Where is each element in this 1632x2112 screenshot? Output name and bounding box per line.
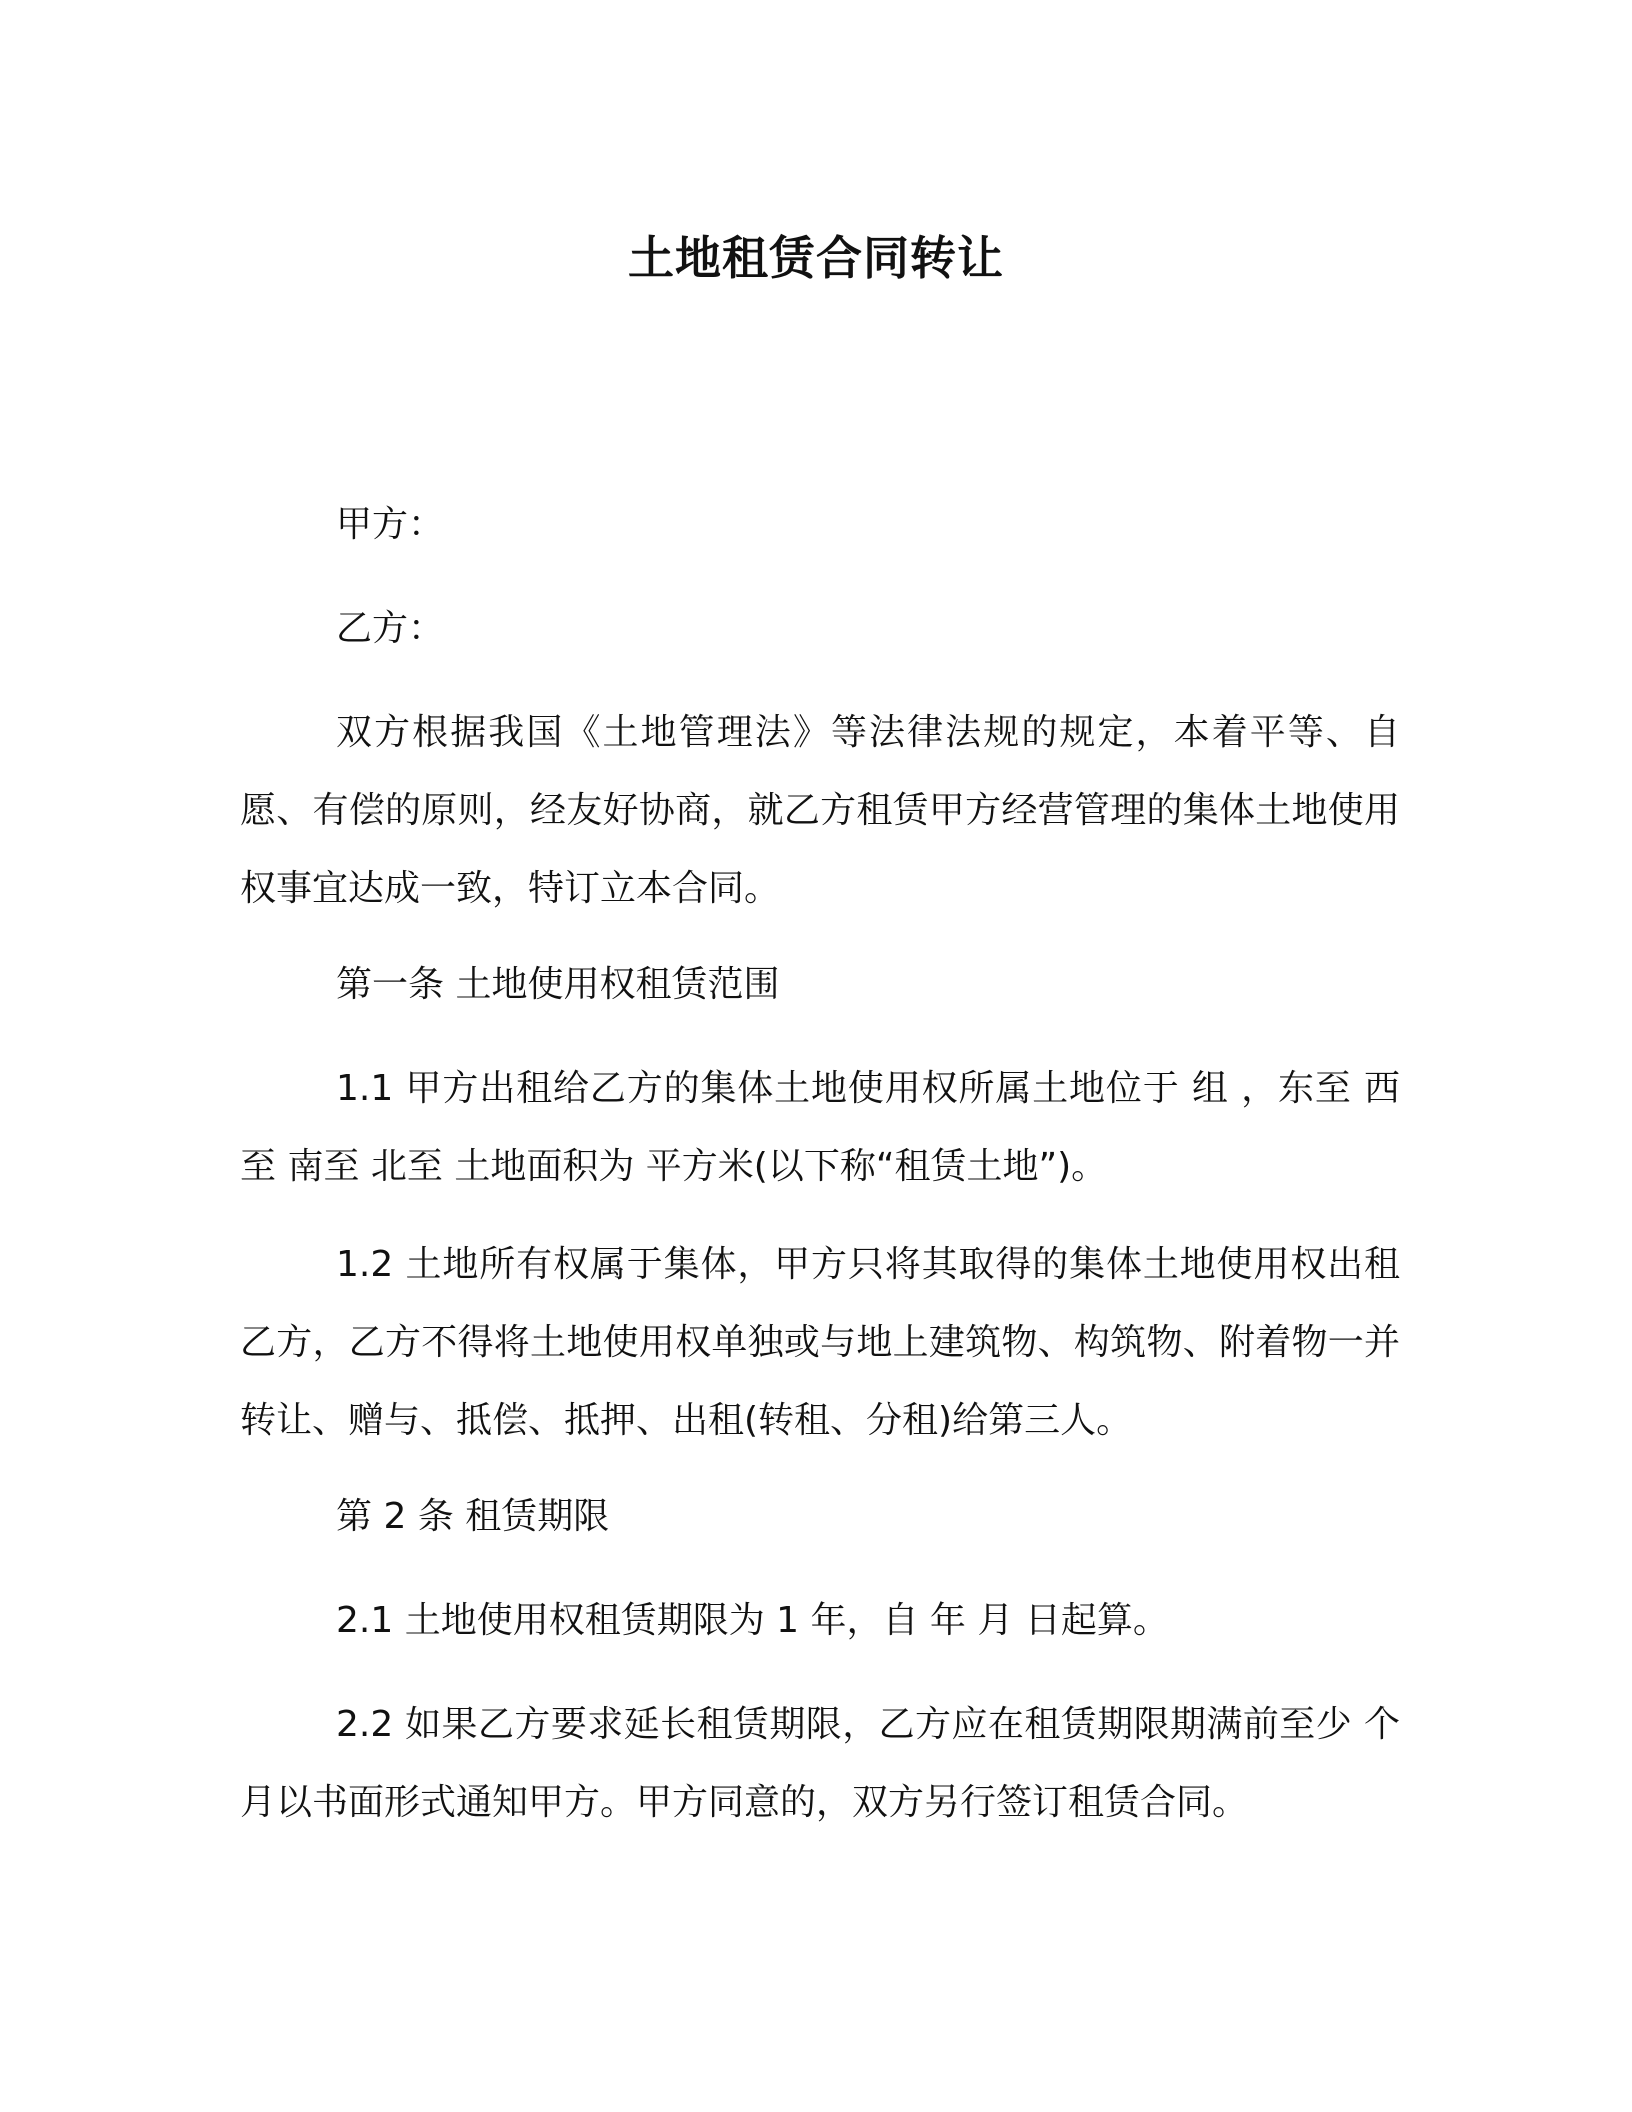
intro-paragraph: 双方根据我国《土地管理法》等法律法规的规定，本着平等、自愿、有偿的原则，经友好协商，就乙方租赁甲方经营管理的集体土地使用权事宜达成一致，特订立本合同。	[240, 712, 1400, 909]
clause-2-2: 2.2 如果乙方要求延长租赁期限，乙方应在租赁期限期满前至少 个月以书面形式通知甲方。甲方同意的，双方另行签订租赁合同。	[240, 1704, 1400, 1823]
clause-2-1: 2.1 土地使用权租赁期限为 1 年，自 年 月 日起算。	[336, 1600, 1169, 1641]
clause-1-1: 1.1 甲方出租给乙方的集体土地使用权所属土地位于 组 ，东至 西至 南至 北至 土地面积为 平方米(以下称“租赁土地”)。	[240, 1068, 1400, 1187]
article-1-heading: 第一条 土地使用权租赁范围	[336, 964, 780, 1005]
document-title: 土地租赁合同转让	[628, 231, 1004, 285]
clause-1-2: 1.2 土地所有权属于集体，甲方只将其取得的集体土地使用权出租乙方，乙方不得将土地使用权单独或与地上建筑物、构筑物、附着物一并转让、赠与、抵偿、抵押、出租(转租、分租)给第三人。	[240, 1244, 1400, 1441]
party-b-line: 乙方：	[336, 608, 445, 649]
article-2-heading: 第 2 条 租赁期限	[336, 1496, 610, 1537]
party-a-line: 甲方：	[336, 504, 445, 545]
